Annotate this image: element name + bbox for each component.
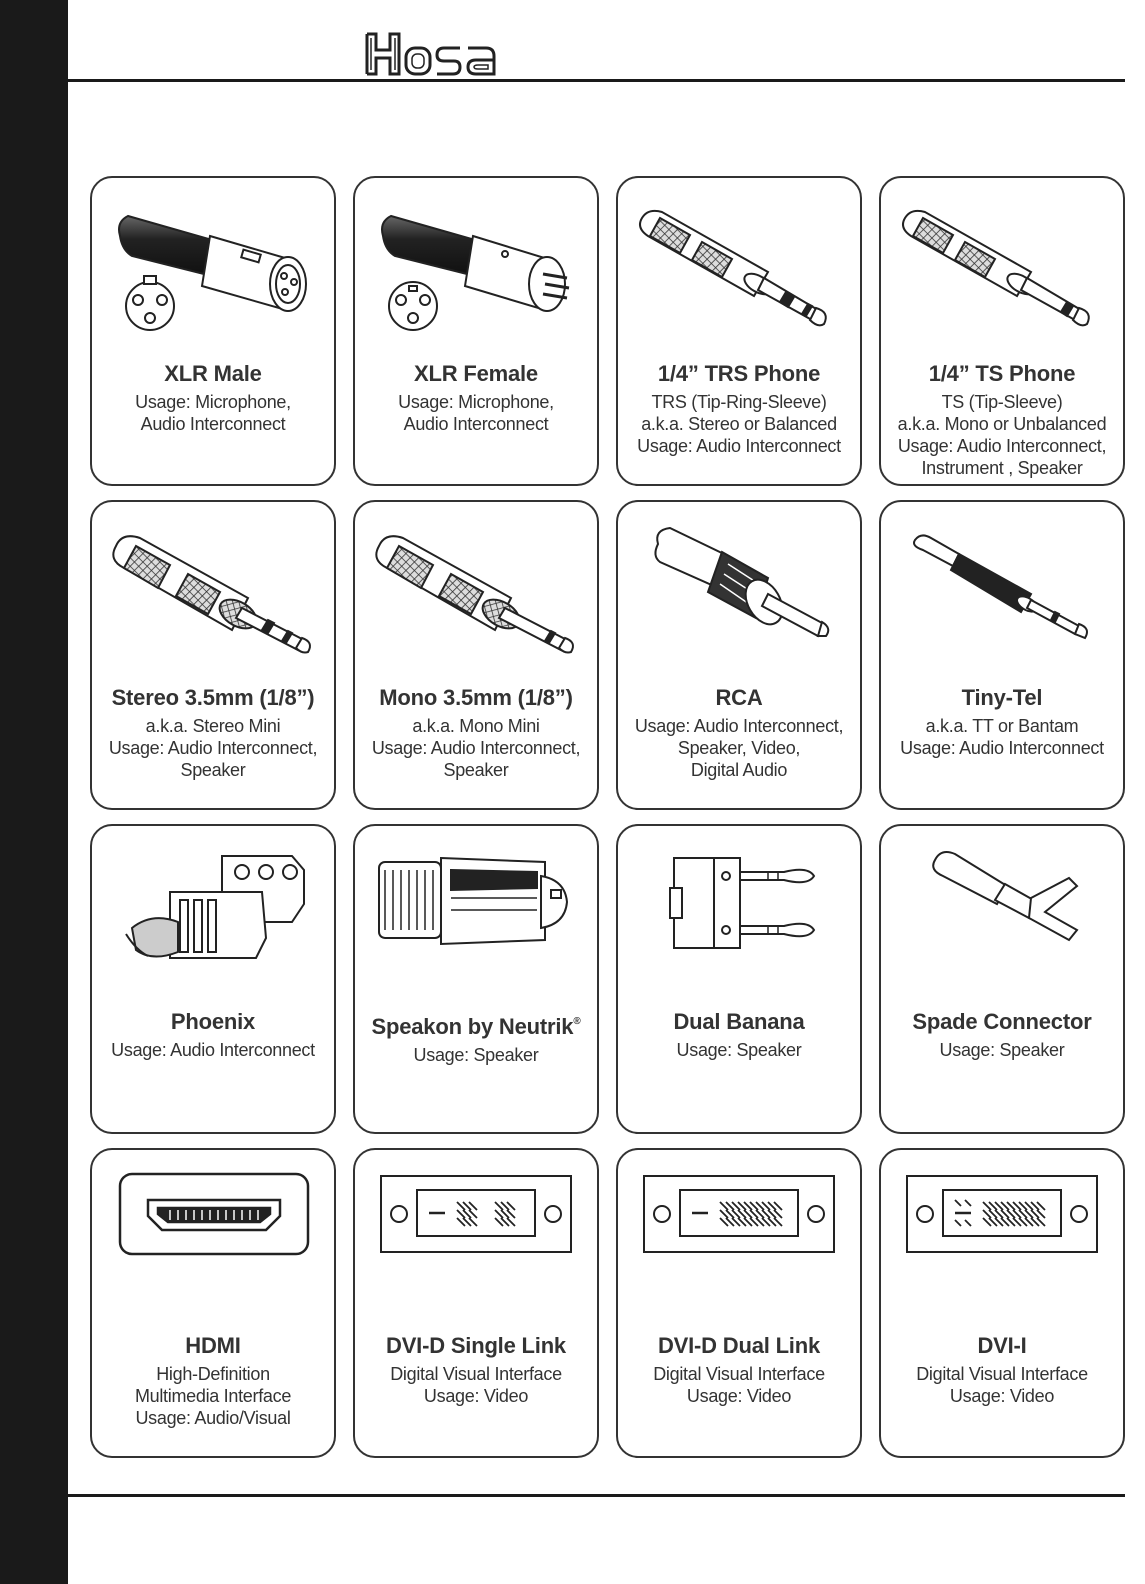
description-line: Usage: Speaker <box>676 1040 802 1060</box>
connector-card-dvi-i <box>879 1148 1125 1458</box>
description-line: Usage: Audio Interconnect, <box>108 738 318 758</box>
description-line: a.k.a. Stereo or Balanced <box>641 414 837 434</box>
xlr-female-illustration <box>355 178 597 358</box>
connector-title: 1/4” TS Phone <box>928 361 1076 386</box>
dvi-i-illustration <box>881 1150 1123 1330</box>
connector-title: Spade Connector <box>912 1009 1092 1034</box>
description-line: Usage: Video <box>686 1386 792 1406</box>
title-text: Speakon by Neutrik <box>371 1014 574 1039</box>
spade-illustration <box>881 826 1123 1006</box>
connector-grid <box>90 176 1125 1458</box>
connector-card-rca <box>616 500 862 810</box>
dvi-d-dual-illustration <box>618 1150 860 1330</box>
connector-card-tiny-tel <box>879 500 1125 810</box>
description-line: High-Definition <box>156 1364 270 1384</box>
connector-card-spade <box>879 824 1125 1134</box>
connector-description <box>881 1039 1123 1061</box>
description-line: Usage: Audio/Visual <box>135 1408 291 1428</box>
connector-card-mono-mini <box>353 500 599 810</box>
connector-description <box>355 715 597 781</box>
description-line: Usage: Video <box>949 1386 1055 1406</box>
stereo-mini-illustration <box>92 502 334 682</box>
description-line: Usage: Microphone, <box>135 392 291 412</box>
connector-card-xlr-male <box>90 176 336 486</box>
description-line: TS (Tip-Sleeve) <box>941 392 1063 412</box>
dual-banana-illustration <box>618 826 860 1006</box>
connector-description <box>881 715 1123 759</box>
footer-rule <box>68 1494 1125 1497</box>
dvi-d-single-illustration <box>355 1150 597 1330</box>
connector-description <box>92 1363 334 1429</box>
connector-description <box>355 1044 597 1066</box>
connector-title: HDMI <box>185 1333 241 1358</box>
connector-description <box>881 391 1123 479</box>
registered-mark: ® <box>573 1016 581 1027</box>
connector-description <box>92 391 334 435</box>
connector-title: Phoenix <box>170 1009 256 1034</box>
connector-card-phoenix <box>90 824 336 1134</box>
connector-card-trs-phone <box>616 176 862 486</box>
ts-phone-illustration <box>881 178 1123 358</box>
connector-description <box>618 1039 860 1061</box>
header-rule <box>68 79 1125 82</box>
connector-card-speakon <box>353 824 599 1134</box>
xlr-male-illustration <box>92 178 334 358</box>
connector-title: DVI-D Dual Link <box>657 1333 820 1358</box>
connector-title: Tiny-Tel <box>961 685 1043 710</box>
description-line: Usage: Audio Interconnect <box>637 436 841 456</box>
description-line: Digital Visual Interface <box>390 1364 562 1384</box>
description-line: Usage: Speaker <box>413 1045 539 1065</box>
connector-card-dvi-d-dual <box>616 1148 862 1458</box>
description-line: Usage: Speaker <box>939 1040 1065 1060</box>
description-line: Usage: Audio Interconnect <box>111 1040 315 1060</box>
description-line: a.k.a. TT or Bantam <box>925 716 1079 736</box>
connector-description <box>881 1363 1123 1407</box>
description-line: TRS (Tip-Ring-Sleeve) <box>651 392 827 412</box>
connector-card-dual-banana <box>616 824 862 1134</box>
connector-description <box>355 1363 597 1407</box>
hdmi-illustration <box>92 1150 334 1330</box>
description-line: Usage: Audio Interconnect, <box>634 716 844 736</box>
description-line: Audio Interconnect <box>140 414 286 434</box>
connector-title: Dual Banana <box>673 1009 805 1034</box>
description-line: Speaker <box>443 760 509 780</box>
connector-card-dvi-d-single <box>353 1148 599 1458</box>
connector-description <box>618 391 860 457</box>
connector-title: Mono 3.5mm (1/8”) <box>379 685 573 710</box>
connector-description <box>92 1039 334 1061</box>
connector-title: DVI-I <box>977 1333 1027 1358</box>
description-line: Usage: Microphone, <box>398 392 554 412</box>
description-line: Usage: Audio Interconnect <box>900 738 1104 758</box>
tiny-tel-illustration <box>881 502 1123 682</box>
description-line: Usage: Audio Interconnect, <box>897 436 1107 456</box>
connector-description <box>355 391 597 435</box>
connector-title: DVI-D Single Link <box>386 1333 566 1358</box>
connector-title: XLR Female <box>414 361 538 386</box>
description-line: Speaker <box>180 760 246 780</box>
connector-description <box>618 1363 860 1407</box>
mono-mini-illustration <box>355 502 597 682</box>
description-line: a.k.a. Stereo Mini <box>145 716 281 736</box>
description-line: Audio Interconnect <box>403 414 549 434</box>
phoenix-illustration <box>92 826 334 1006</box>
connector-card-ts-phone <box>879 176 1125 486</box>
connector-card-hdmi <box>90 1148 336 1458</box>
left-edge-bar <box>0 0 68 1584</box>
connector-description <box>618 715 860 781</box>
description-line: Instrument , Speaker <box>921 458 1083 478</box>
trs-phone-illustration <box>618 178 860 358</box>
description-line: a.k.a. Mono or Unbalanced <box>897 414 1107 434</box>
hosa-logo <box>362 28 507 80</box>
connector-title: XLR Male <box>164 361 262 386</box>
rca-illustration <box>618 502 860 682</box>
speakon-illustration <box>355 826 597 1006</box>
connector-title: Stereo 3.5mm (1/8”) <box>111 685 315 710</box>
connector-description <box>92 715 334 781</box>
description-line: Digital Visual Interface <box>653 1364 825 1384</box>
description-line: Usage: Video <box>423 1386 529 1406</box>
connector-title: RCA <box>715 685 763 710</box>
description-line: Speaker, Video, <box>677 738 801 758</box>
description-line: Digital Audio <box>690 760 788 780</box>
connector-card-xlr-female <box>353 176 599 486</box>
description-line: Usage: Audio Interconnect, <box>371 738 581 758</box>
description-line: a.k.a. Mono Mini <box>412 716 540 736</box>
description-line: Multimedia Interface <box>134 1386 292 1406</box>
connector-title: 1/4” TRS Phone <box>657 361 821 386</box>
connector-title <box>355 1009 597 1040</box>
connector-card-stereo-mini <box>90 500 336 810</box>
description-line: Digital Visual Interface <box>916 1364 1088 1384</box>
